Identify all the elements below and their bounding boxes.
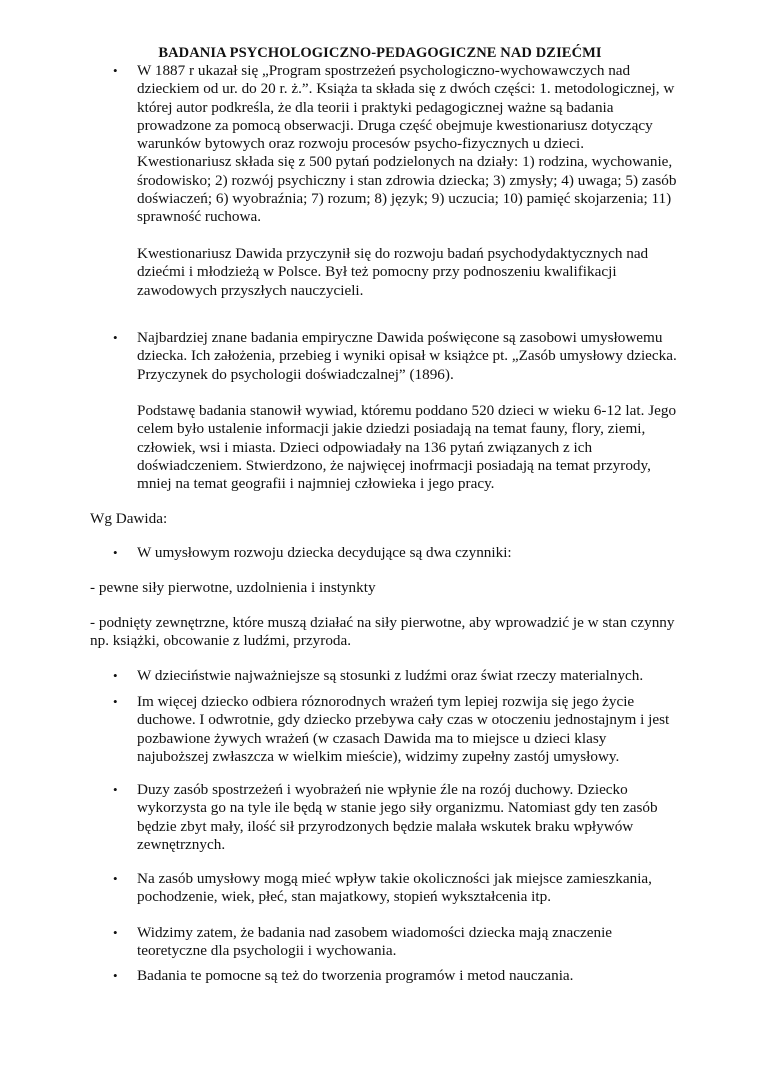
list-item-dziecinstwo (113, 667, 677, 685)
bullet-marker: • (113, 782, 118, 797)
list-item-okolicznosci (113, 870, 677, 907)
bullet-marker: • (113, 694, 118, 709)
list-item-zasob-badania (113, 329, 677, 494)
paragraph-dziecinstwo: W dzieciństwie najważniejsze są stosunki z ludźmi oraz świat rzeczy materialnych. (137, 667, 644, 684)
paragraph-podstawa-badania: Podstawę badania stanowił wywiad, któremu poddano 520 dzieci w wieku 6-12 lat. Jego celem było ustalenie informacji jakie dziedzi posiadają na temat fauny, flory, ziemi, człowiek, wsi i miasta. Dzieci odpowiadały na 136 pytań związanych z ich doświadczeniem. Stwierdzono, że najwięcej inofrmacji posiadają na temat przyrody, mniej na temat geografii i najmniej człowieka i jego pracy. (137, 402, 677, 493)
list-item-program (113, 62, 677, 300)
bullet-marker: • (113, 63, 118, 78)
paragraph-wg-dawida: Wg Dawida: (90, 510, 168, 527)
paragraph-znaczenie: Widzimy zatem, że badania nad zasobem wiadomości dziecka mają znaczenie teoretyczne dla psychologii i wychowania. (137, 924, 613, 960)
bullet-marker: • (113, 871, 118, 886)
document-title: BADANIA PSYCHOLOGICZNO-PEDAGOGICZNE NAD DZIEĆMI (158, 45, 602, 61)
list-item-znaczenie (113, 924, 677, 961)
bullet-marker: • (113, 968, 118, 983)
paragraph-programy: Badania te pomocne są też do tworzenia programów i metod nauczania. (137, 967, 574, 984)
bullet-marker: • (113, 330, 118, 345)
paragraph-czynniki: W umysłowym rozwoju dziecka decydujące są dwa czynniki: (137, 544, 512, 561)
dash-item-podniety: - podnięty zewnętrzne, które muszą działać na siły pierwotne, aby wprowadzić je w stan czynny np. książki, obcowanie z ludźmi, przyroda. (90, 614, 675, 650)
list-item-czynniki (113, 544, 677, 562)
dash-item-sily-pierwotne: - pewne siły pierwotne, uzdolnienia i instynkty (90, 579, 376, 596)
paragraph-wrazenia: Im więcej dziecko odbiera róznorodnych wrażeń tym lepiej rozwija się jego życie duchowe. I odwrotnie, gdy dziecko przebywa cały czas w otoczeniu jednostajnym i jest pozbawione żywych wrażeń (w czasach Dawida ma to miejsce u dzieci klasy najuboższej zwłaszcza w wielkim mieście), widzimy zupełny zastój umysłowy. (137, 693, 670, 765)
paragraph-zasob-spostrzezen: Duzy zasób spostrzeżeń i wyobrażeń nie wpłynie źle na rozój duchowy. Dziecko wykorzysta go na tyle ile będą w stanie jego siły organizmu. Natomiast gdy ten zasób będzie zbyt mały, ilość sił przyrodzonych będzie malała wskutek braku wpływów zewnętrznych. (137, 781, 658, 853)
list-item-zasob-spostrzezen (113, 781, 677, 854)
paragraph-kwestionariusz: Kwestionariusz Dawida przyczynił się do rozwoju badań psychodydaktycznych nad dziećmi i młodzieżą w Polsce. Był też pomocny przy podnoszeniu kwalifikacji zawodowych przyszłych nauczycieli. (137, 244, 649, 299)
paragraph-okolicznosci: Na zasób umysłowy mogą mieć wpływ takie okoliczności jak miejsce zamieszkania, pochodzenie, wiek, płeć, stan majatkowy, stopień wykształcenia itp. (137, 870, 652, 906)
list-item-wrazenia (113, 693, 677, 766)
paragraph-program: W 1887 r ukazał się „Program spostrzeżeń psychologiczno-wychowawczych nad dzieckiem od ur. do 20 r. ż.”. Książa ta składa się z dwóch części: 1. metodologicznej, w której autor podkreśla, że dla teorii i praktyki pedagogicznej ważne są badania prowadzone za pomocą obserwacji. Druga część obejmuje kwestionariusz dotyczący warunków bytowych oraz rozwoju procesów psycho-fizycznych u dzieci. Kwestionariusz składa się z 500 pytań podzielonych na działy: 1) rodzina, wychowanie, środowisko; 2) rozwój psychiczny i stan zdrowia dziecka; 3) zmysły; 4) uwaga; 5) zasób doświaczeń; 6) wyobraźnia; 7) rozum; 8) język; 9) uczucia; 10) pamięć skojarzenia; 11) sprawność ruchowa. (137, 62, 677, 226)
bullet-marker: • (113, 925, 118, 940)
bullet-marker: • (113, 545, 118, 560)
bullet-marker: • (113, 668, 118, 683)
list-item-programy (113, 967, 677, 985)
paragraph-badania-empiryczne: Najbardziej znane badania empiryczne Dawida poświęcone są zasobowi umysłowemu dziecka. Ich założenia, przebieg i wyniki opisał w książce pt. „Zasób umysłowy dziecka. Przyczynek do psychologii doświadczalnej” (1896). (137, 329, 677, 383)
